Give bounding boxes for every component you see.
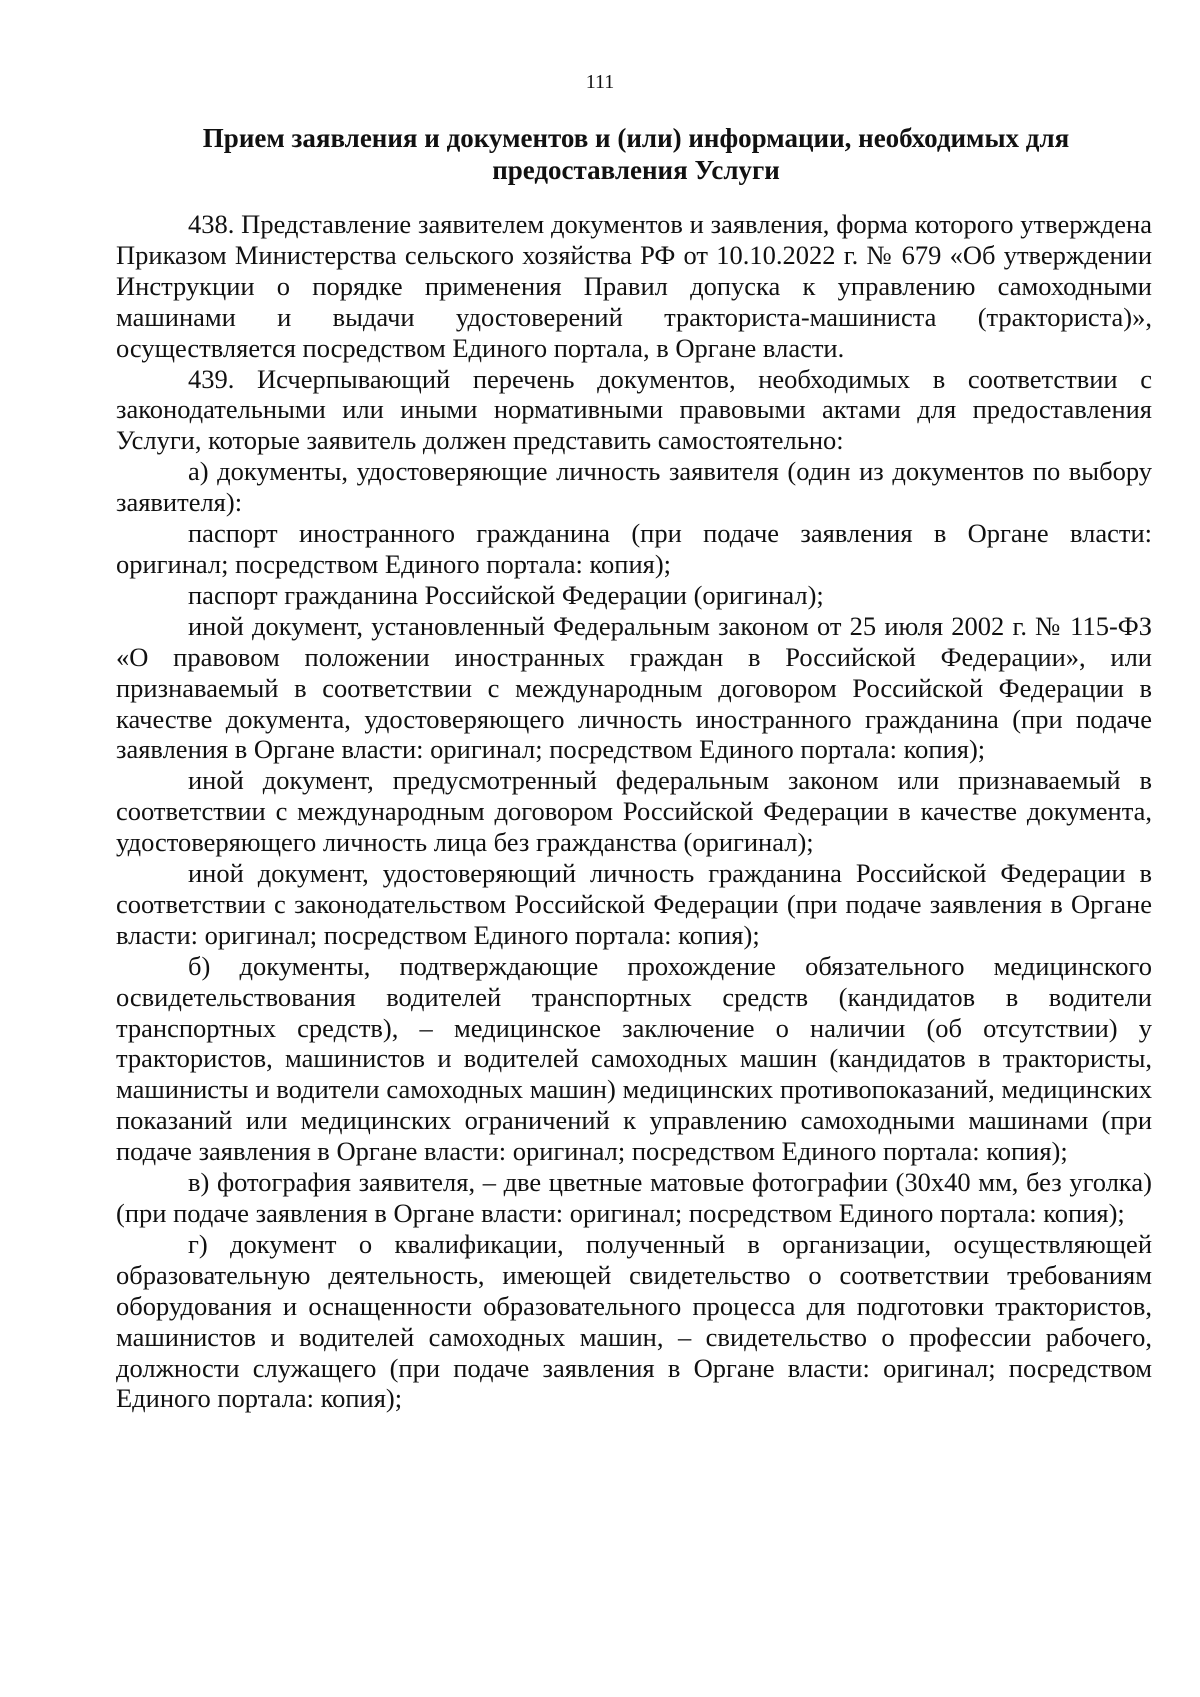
list-item-b: б) документы, подтверждающие прохождение обязательного медицинского освидетельствования водителей транспортных средств (кандидатов в водители транспортных средств), – медицинское заключение о наличии (об отсутствии) у трактористов, машинистов и водителей самоходных машин (кандидатов в трактористы, машинисты и водители самоходных машин) медицинских противопоказаний, медицинских показаний или медицинских ограничений к управлению самоходными машинами (при подаче заявления в Органе власти: оригинал; посредством Единого портала: копия); [116,950,1152,1167]
list-item-a: а) документы, удостоверяющие личность заявителя (один из документов по выбору заявителя): [116,456,1152,518]
list-subitem-foreign-passport: паспорт иностранного гражданина (при подаче заявления в Органе власти: оригинал; посредством Единого портала: копия); [116,518,1152,579]
section-heading: Прием заявления и документов и (или) информации, необходимых для предоставления Услуги [202,123,1070,185]
paragraph-439: 439. Исчерпывающий перечень документов, необходимых в соответствии с законодательными или иными нормативными правовыми актами для предоставления Услуги, которые заявитель должен представить самостоятельно: [116,363,1152,456]
list-item-g: г) документ о квалификации, полученный в организации, осуществляющей образовательную деятельность, имеющей свидетельство о соответствии требованиям оборудования и оснащенности образовательного процесса для подготовки трактористов, машинистов и водителей самоходных машин, – свидетельство о профессии рабочего, должности служащего (при подаче заявления в Органе власти: оригинал; посредством Единого портала: копия); [116,1228,1152,1414]
list-subitem-rf-passport: паспорт гражданина Российской Федерации (оригинал); [188,579,824,610]
list-subitem-stateless-id: иной документ, предусмотренный федеральным законом или признаваемый в соответствии с международным договором Российской Федерации в качестве документа, удостоверяющего личность лица без гражданства (оригинал); [116,765,1152,858]
list-subitem-other-rf-id: иной документ, удостоверяющий личность гражданина Российской Федерации в соответствии с законодательством Российской Федерации (при подаче заявления в Органе власти: оригинал; посредством Единого портала: копия); [116,858,1152,950]
list-item-v: в) фотография заявителя, – две цветные матовые фотографии (30х40 мм, без уголка) (при подаче заявления в Органе власти: оригинал; посредством Единого портала: копия); [116,1167,1152,1228]
paragraph-438: 438. Представление заявителем документов и заявления, форма которого утверждена Приказом Министерства сельского хозяйства РФ от 10.10.2022 г. № 679 «Об утверждении Инструкции о порядке применения Правил допуска к управлению самоходными машинами и выдачи удостоверений тракториста-машиниста (тракториста)», осуществляется посредством Единого портала, в Органе власти. [116,209,1152,363]
document-body [116,209,1152,1414]
page-number: 111 [585,71,615,93]
list-subitem-other-foreign-id: иной документ, установленный Федеральным законом от 25 июля 2002 г. № 115-ФЗ «О правовом положении иностранных граждан в Российской Федерации», или признаваемый в соответствии с международным договором Российской Федерации в качестве документа, удостоверяющего личность иностранного гражданина (при подаче заявления в Органе власти: оригинал; посредством Единого портала: копия); [116,610,1152,765]
